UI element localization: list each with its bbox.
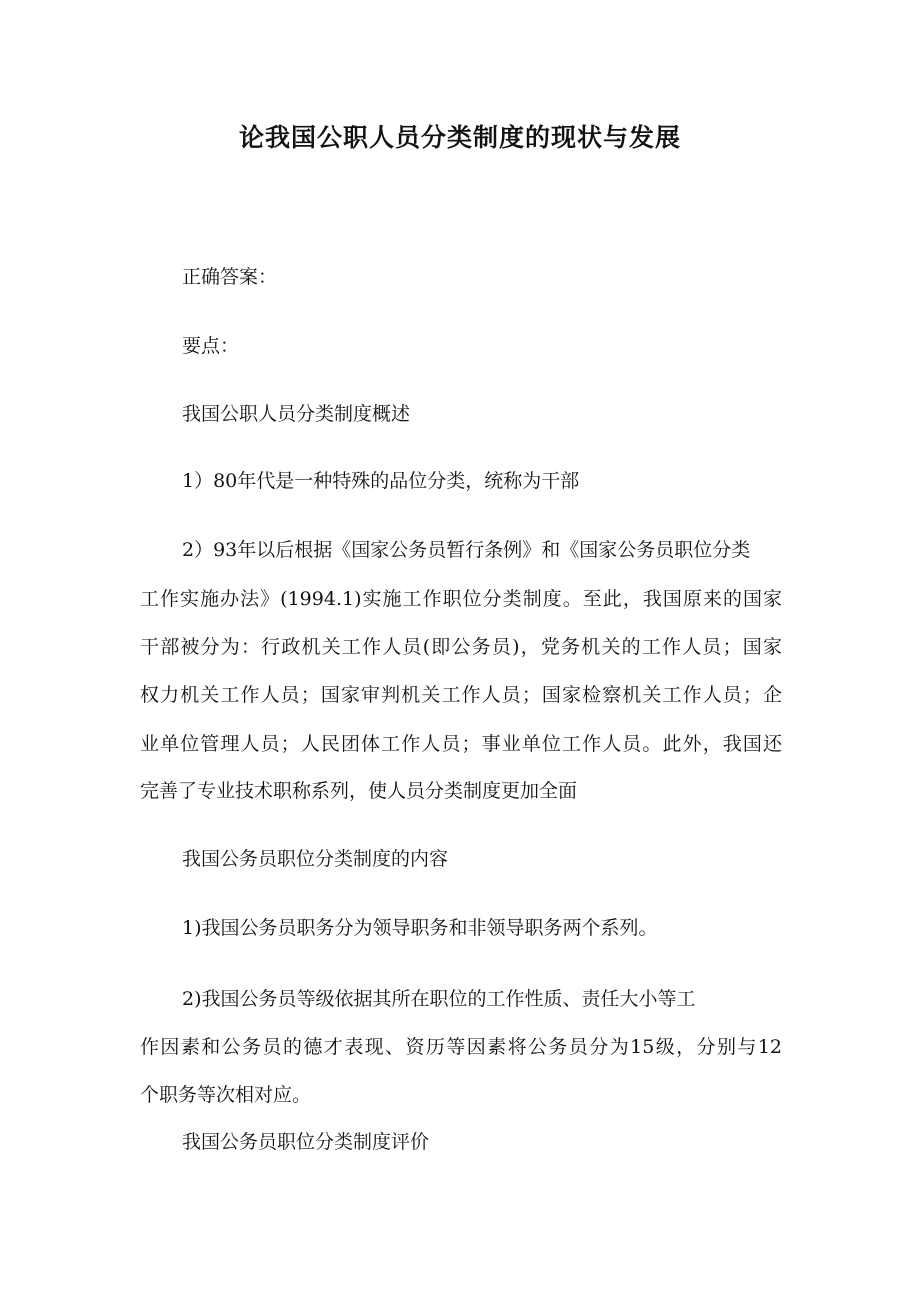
overview-item-2-line-4: 权力机关工作人员；国家审判机关工作人员；国家检察机关工作人员；企 <box>140 684 782 706</box>
content-item-2-line-1: 2)我国公务员等级依据其所在职位的工作性质、责任大小等工 <box>182 988 696 1010</box>
content-item-2-line-3: 个职务等次相对应。 <box>140 1084 312 1106</box>
key-points-label: 要点： <box>182 335 240 357</box>
document-title: 论我国公职人员分类制度的现状与发展 <box>238 123 681 152</box>
section-heading-content: 我国公务员职位分类制度的内容 <box>182 848 449 870</box>
content-item-2-line-2: 作因素和公务员的德才表现、资历等因素将公务员分为15级，分别与12 <box>140 1036 782 1058</box>
overview-item-2-line-1: 2）93年以后根据《国家公务员暂行条例》和《国家公务员职位分类 <box>182 539 751 561</box>
section-heading-evaluation: 我国公务员职位分类制度评价 <box>182 1131 430 1153</box>
overview-item-2-line-3: 干部被分为：行政机关工作人员(即公务员)，党务机关的工作人员；国家 <box>140 636 782 658</box>
overview-item-2-line-2: 工作实施办法》(1994.1)实施工作职位分类制度。至此，我国原来的国家 <box>140 588 782 610</box>
answer-label: 正确答案： <box>182 266 278 288</box>
overview-item-2-line-6: 完善了专业技术职称系列，使人员分类制度更加全面 <box>140 780 578 802</box>
content-item-1: 1)我国公务员职务分为领导职务和非领导职务两个系列。 <box>182 917 658 939</box>
overview-item-2-line-5: 业单位管理人员；人民团体工作人员；事业单位工作人员。此外，我国还 <box>140 733 782 755</box>
overview-item-1: 1）80年代是一种特殊的品位分类，统称为干部 <box>182 470 580 492</box>
section-heading-overview: 我国公职人员分类制度概述 <box>182 403 411 425</box>
